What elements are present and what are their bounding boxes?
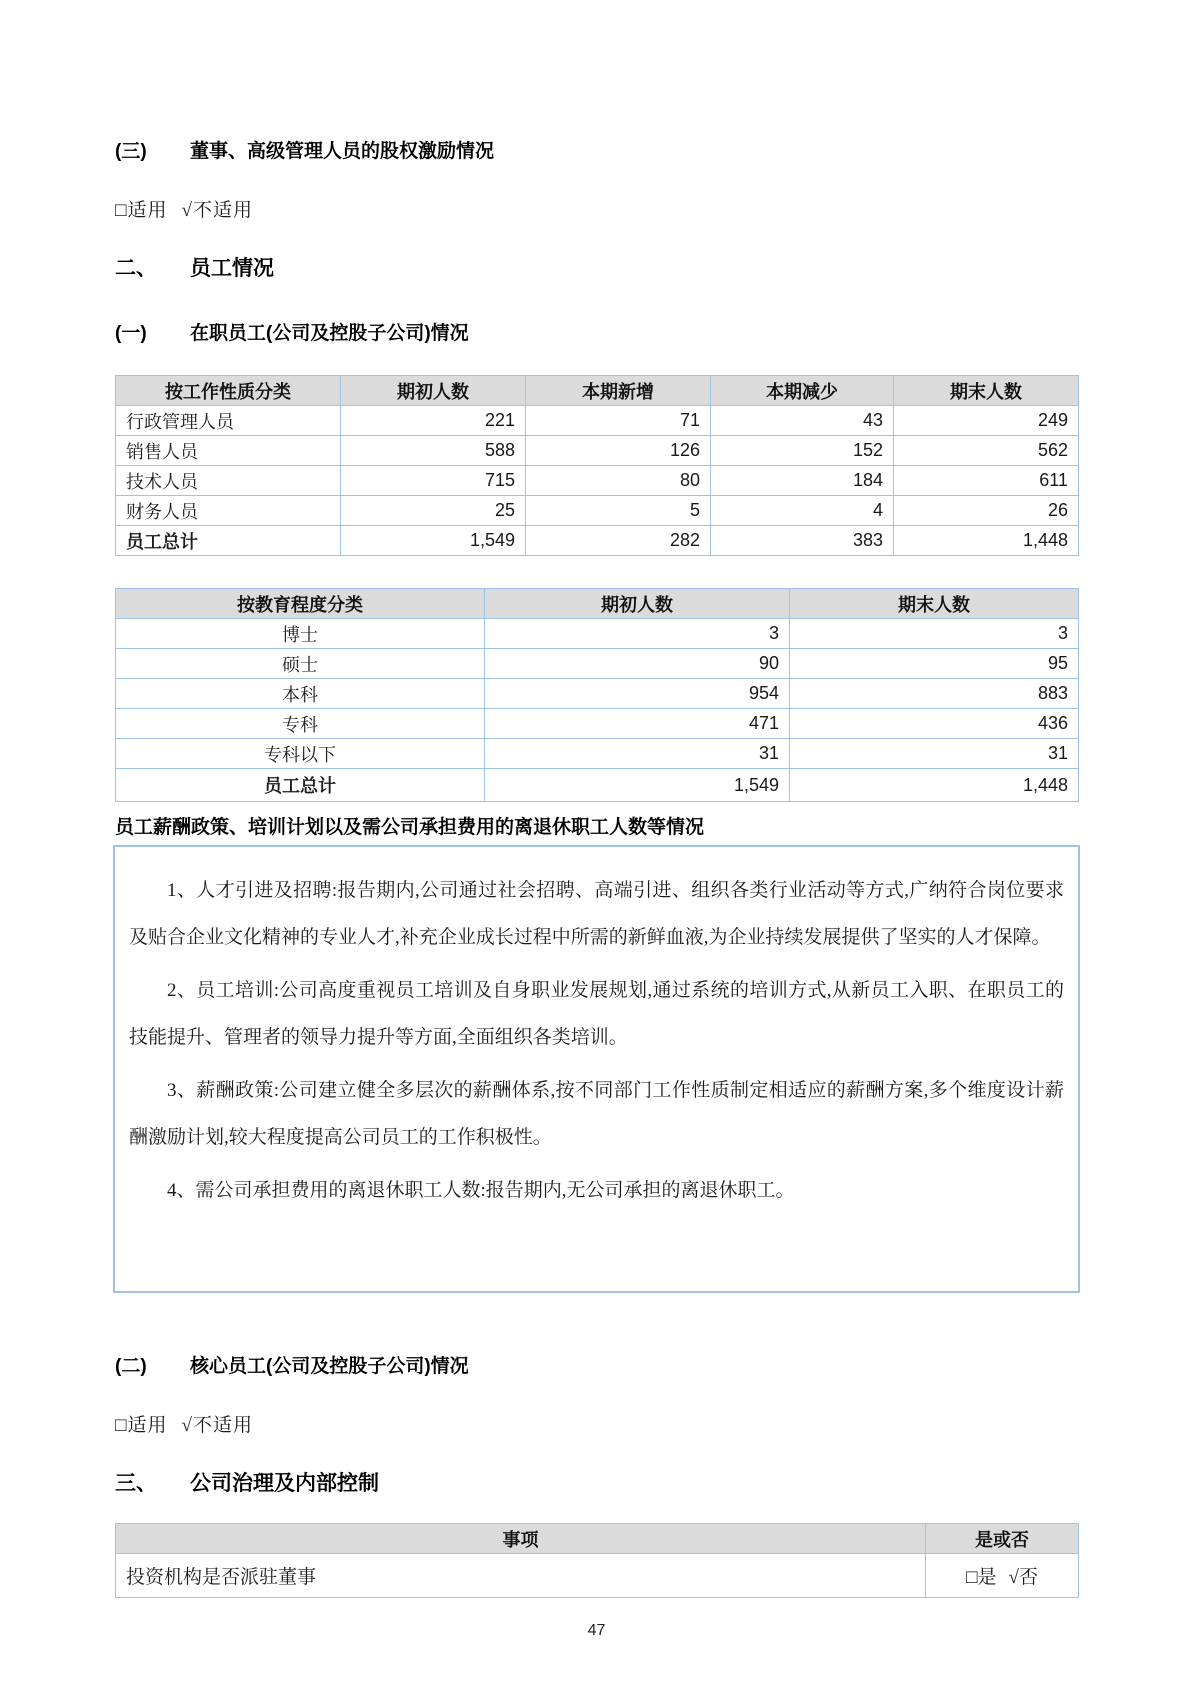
governance-table (115, 1523, 1079, 1598)
policy-paragraph-retirees: 4、需公司承担费用的离退休职工人数:报告期内,无公司承担的离退休职工。 (167, 1180, 795, 1201)
table-cell: 技术人员 (116, 466, 341, 496)
table-row (116, 619, 1079, 649)
table-header-cell: 期初人数 (485, 589, 790, 619)
check-icon: √ (1008, 1567, 1019, 1588)
heading-title: 公司治理及内部控制 (190, 1472, 379, 1495)
heading-governance (115, 1467, 1078, 1497)
table-row (116, 436, 1079, 466)
table-cell: 715 (341, 466, 526, 496)
table-cell: 95 (790, 649, 1079, 679)
checkbox-icon: □ (115, 1415, 128, 1436)
table-row (116, 406, 1079, 436)
table-cell: 43 (711, 406, 894, 436)
table-body (116, 1554, 1079, 1598)
table-cell: 5 (526, 496, 711, 526)
applicability-line (115, 195, 1078, 222)
heading-number: 二、 (115, 257, 157, 280)
heading-title: 董事、高级管理人员的股权激励情况 (190, 141, 495, 162)
table-cell: 90 (485, 649, 790, 679)
table-row (116, 466, 1079, 496)
table-cell: 博士 (116, 619, 485, 649)
page-number: 47 (587, 1622, 606, 1639)
staff-by-job-table (115, 375, 1079, 556)
table-cell: 588 (341, 436, 526, 466)
table-cell: 71 (526, 406, 711, 436)
table-header-cell: 事项 (116, 1524, 926, 1554)
table-cell: 行政管理人员 (116, 406, 341, 436)
heading-title: 在职员工(公司及控股子公司)情况 (190, 323, 469, 344)
table-cell: 硕士 (116, 649, 485, 679)
table-header (116, 1524, 1079, 1554)
table-cell: 1,549 (341, 526, 526, 556)
table-header-cell: 期末人数 (894, 376, 1079, 406)
table-row (116, 1524, 1079, 1554)
table-row (116, 709, 1079, 739)
table-cell: 3 (790, 619, 1079, 649)
heading-active-staff (115, 318, 1078, 345)
table-cell: 25 (341, 496, 526, 526)
not-applicable-label: 不适用 (192, 1415, 253, 1436)
table-cell: 249 (894, 406, 1079, 436)
table-cell: 611 (894, 466, 1079, 496)
table-row (116, 649, 1079, 679)
table-cell: 282 (526, 526, 711, 556)
table-cell: 1,549 (485, 769, 790, 802)
table-cell: 3 (485, 619, 790, 649)
table-cell: 本科 (116, 679, 485, 709)
applicable-label: 适用 (127, 1415, 168, 1436)
table-cell: 152 (711, 436, 894, 466)
table-body (116, 619, 1079, 769)
applicable-label: 适用 (127, 200, 168, 221)
document-page (115, 0, 1078, 1640)
heading-number: (三) (115, 141, 147, 162)
table-row (116, 769, 1079, 802)
heading-number: (一) (115, 323, 147, 344)
table-cell: 1,448 (790, 769, 1079, 802)
table-total (116, 526, 1079, 556)
heading-staff-section (115, 252, 1078, 282)
table-header-cell: 期末人数 (790, 589, 1079, 619)
table-row (116, 526, 1079, 556)
table-cell: 436 (790, 709, 1079, 739)
heading-number: 三、 (115, 1472, 157, 1495)
table-cell: 员工总计 (116, 769, 485, 802)
table-cell: 1,448 (894, 526, 1079, 556)
table-cell: 4 (711, 496, 894, 526)
heading-equity-incentive (115, 136, 1078, 163)
policy-paragraph-training: 2、员工培训:公司高度重视员工培训及自身职业发展规划,通过系统的培训方式,从新员工入职、在职员工的技能提升、管理者的领导力提升等方面,全面组织各类培训。 (129, 980, 1064, 1048)
table-cell: 31 (790, 739, 1079, 769)
no-label: 否 (1018, 1567, 1038, 1588)
table-cell: 126 (526, 436, 711, 466)
not-applicable-label: 不适用 (192, 200, 253, 221)
table-cell: 专科以下 (116, 739, 485, 769)
governance-answer-cell (926, 1554, 1079, 1598)
table-header-cell: 按工作性质分类 (116, 376, 341, 406)
table-header (116, 589, 1079, 619)
table-cell: 财务人员 (116, 496, 341, 526)
table-row (116, 496, 1079, 526)
governance-item-cell: 投资机构是否派驻董事 (116, 1554, 926, 1598)
table-cell: 883 (790, 679, 1079, 709)
table-header-cell: 本期新增 (526, 376, 711, 406)
table-cell: 471 (485, 709, 790, 739)
table-cell: 31 (485, 739, 790, 769)
checkbox-icon: □ (966, 1567, 978, 1588)
yes-label: 是 (977, 1567, 997, 1588)
table-cell: 954 (485, 679, 790, 709)
table-row (116, 739, 1079, 769)
check-icon: √ (181, 200, 193, 221)
table-cell: 184 (711, 466, 894, 496)
table-body (116, 406, 1079, 526)
policy-paragraph-recruitment: 1、人才引进及招聘:报告期内,公司通过社会招聘、高端引进、组织各类行业活动等方式,广纳符合岗位要求及贴合企业文化精神的专业人才,补充企业成长过程中所需的新鲜血液,为企业持续发展提供了坚实的人才保障。 (129, 880, 1064, 948)
table-total (116, 769, 1079, 802)
staff-by-education-table (115, 588, 1079, 802)
table-row (116, 589, 1079, 619)
applicability-line (115, 1410, 1078, 1437)
heading-number: (二) (115, 1356, 147, 1377)
table-header (116, 376, 1079, 406)
table-row (116, 679, 1079, 709)
table-row (116, 1554, 1079, 1598)
table-row (116, 376, 1079, 406)
heading-core-staff (115, 1351, 1078, 1378)
table-cell: 383 (711, 526, 894, 556)
table-cell: 员工总计 (116, 526, 341, 556)
table-header-cell: 期初人数 (341, 376, 526, 406)
check-icon: √ (181, 1415, 193, 1436)
checkbox-icon: □ (115, 200, 128, 221)
table-cell: 专科 (116, 709, 485, 739)
policy-text-box (113, 845, 1080, 1293)
table-cell: 26 (894, 496, 1079, 526)
table-header-cell: 是或否 (926, 1524, 1079, 1554)
heading-title: 核心员工(公司及控股子公司)情况 (190, 1356, 469, 1377)
policy-paragraph-compensation: 3、薪酬政策:公司建立健全多层次的薪酬体系,按不同部门工作性质制定相适应的薪酬方案,多个维度设计薪酬激励计划,较大程度提高公司员工的工作积极性。 (129, 1080, 1064, 1148)
heading-title: 员工情况 (190, 257, 274, 280)
table-cell: 销售人员 (116, 436, 341, 466)
table-header-cell: 本期减少 (711, 376, 894, 406)
policy-heading: 员工薪酬政策、培训计划以及需公司承担费用的离退休职工人数等情况 (115, 817, 705, 838)
table-cell: 80 (526, 466, 711, 496)
table-cell: 221 (341, 406, 526, 436)
table-header-cell: 按教育程度分类 (116, 589, 485, 619)
table-cell: 562 (894, 436, 1079, 466)
